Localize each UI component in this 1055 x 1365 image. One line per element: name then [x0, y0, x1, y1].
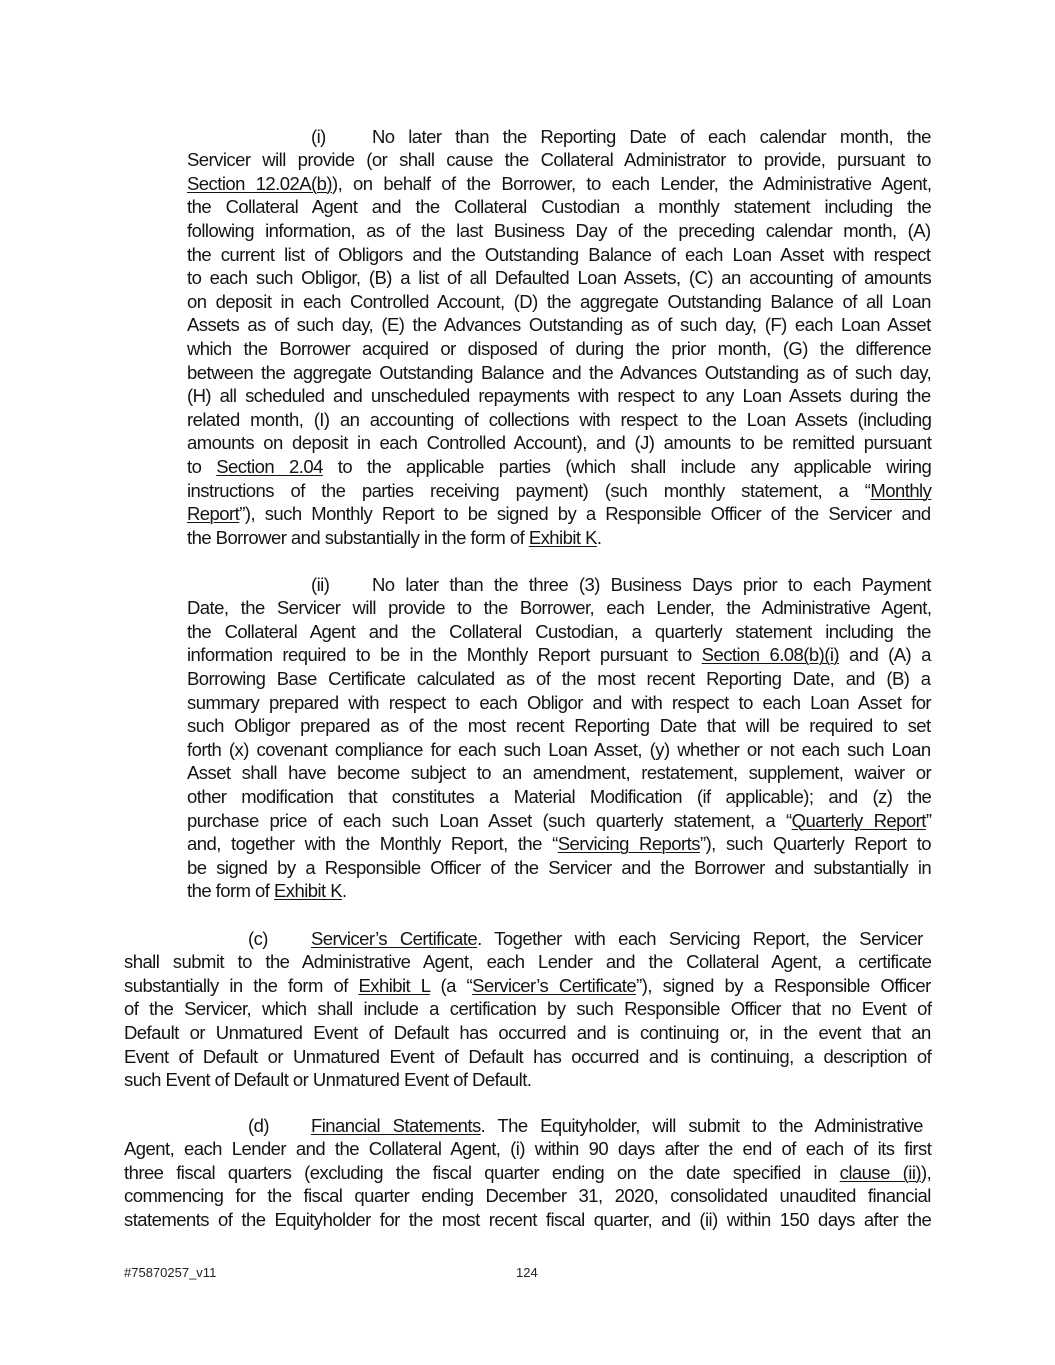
text-line: such Event of Default or Unmatured Event of Default. [124, 1069, 532, 1091]
paragraph-label: (ii) [311, 573, 330, 595]
text-line: the Borrower and substantially in the form of Exhibit K. [187, 526, 602, 548]
cross-reference-link: Servicer’s Certificate [311, 927, 478, 949]
text-line: on deposit in each Controlled Account, (D) the aggregate Outstanding Balance of all Loan [187, 290, 931, 312]
text-line: Financial Statements. The Equityholder, will submit to the Administrative [311, 1114, 923, 1136]
text-line: Servicer will provide (or shall cause the Collateral Administrator to provide, pursuant to [187, 149, 931, 171]
text-line: commencing for the fiscal quarter ending December 31, 2020, consolidated unaudited financial [124, 1185, 931, 1207]
text-line: of the Servicer, which shall include a certification by such Responsible Officer that no Event of [124, 998, 932, 1020]
cross-reference-link: Servicing Reports [557, 833, 700, 855]
text-line: between the aggregate Outstanding Balance and the Advances Outstanding as of such day, [187, 361, 932, 383]
cross-reference-link: Exhibit L [358, 974, 430, 996]
text-line: substantially in the form of Exhibit L (a “Servicer’s Certificate”), signed by a Responsible Officer [124, 974, 931, 996]
text-line: Report”), such Monthly Report to be signed by a Responsible Officer of the Servicer and [187, 503, 931, 525]
cross-reference-link: Servicer’s Certificate [472, 974, 637, 996]
text-line: Borrowing Base Certificate calculated as of the most recent Reporting Date, and (B) a [187, 667, 931, 689]
cross-reference-link: Section 12.02A(b) [187, 172, 332, 194]
paragraph-label: (c) [248, 927, 268, 949]
text-line: amounts on deposit in each Controlled Account), and (J) amounts to be remitted pursuant [187, 432, 932, 454]
cross-reference-link: clause (ii) [839, 1161, 921, 1183]
text-line: Date, the Servicer will provide to the Borrower, each Lender, the Administrative Agent, [187, 597, 932, 619]
document-id: #75870257_v11 [124, 1265, 217, 1280]
text-line: Agent, each Lender and the Collateral Agent, (i) within 90 days after the end of each of its first [124, 1138, 932, 1160]
text-line: shall submit to the Administrative Agent, each Lender and the Collateral Agent, a certificate [124, 951, 932, 973]
text-line: Assets as of such day, (E) the Advances Outstanding as of such day, (F) each Loan Asset [187, 314, 931, 336]
text-line: be signed by a Responsible Officer of the Servicer and the Borrower and substantially in [187, 856, 932, 878]
page-number: 124 [516, 1265, 538, 1280]
cross-reference-link: Exhibit K [528, 526, 597, 548]
cross-reference-link: Financial Statements [311, 1114, 481, 1136]
cross-reference-link: Report [187, 503, 240, 525]
text-line: the Collateral Agent and the Collateral Custodian, a quarterly statement including the [187, 620, 931, 642]
text-line: the Collateral Agent and the Collateral Custodian a monthly statement including the [187, 196, 932, 218]
text-line: Section 12.02A(b)), on behalf of the Borrower, to each Lender, the Administrative Agent, [187, 172, 932, 194]
text-line: Event of Default or Unmatured Event of Default has occurred and is continuing, a description of [124, 1045, 932, 1067]
text-line: instructions of the parties receiving payment) (such monthly statement, a “Monthly [187, 479, 932, 501]
paragraph-label: (d) [248, 1114, 269, 1136]
cross-reference-link: Monthly [870, 479, 932, 501]
paragraph-label: (i) [311, 125, 326, 147]
cross-reference-link: Quarterly Report [791, 809, 926, 831]
text-line: to Section 2.04 to the applicable parties (which shall include any applicable wiring [187, 455, 932, 477]
text-line: following information, as of the last Business Day of the preceding calendar month, (A) [187, 219, 931, 241]
text-line: information required to be in the Monthly Report pursuant to Section 6.08(b)(i) and (A) a [187, 644, 931, 666]
text-line: which the Borrower acquired or disposed of during the prior month, (G) the difference [187, 337, 932, 359]
text-line: to each such Obligor, (B) a list of all Defaulted Loan Assets, (C) an accounting of amounts [187, 267, 932, 289]
text-line: Servicer’s Certificate. Together with each Servicing Report, the Servicer [311, 927, 923, 949]
text-line: related month, (I) an accounting of collections with respect to the Loan Assets (including [187, 408, 932, 430]
text-line: summary prepared with respect to each Obligor and with respect to each Loan Asset for [187, 691, 932, 713]
text-line: such Obligor prepared as of the most recent Reporting Date that will be required to set [187, 715, 931, 737]
text-line: three fiscal quarters (excluding the fiscal quarter ending on the date specified in clause (ii)), [124, 1161, 932, 1183]
text-line: purchase price of each such Loan Asset (such quarterly statement, a “Quarterly Report” [187, 809, 932, 831]
text-line: forth (x) covenant compliance for each such Loan Asset, (y) whether or not each such Loan [187, 738, 931, 760]
text-line: (H) all scheduled and unscheduled repayments with respect to any Loan Assets during the [187, 385, 931, 407]
cross-reference-link: Exhibit K [273, 880, 343, 902]
text-line: Default or Unmatured Event of Default has occurred and is continuing or, in the event that an [124, 1021, 931, 1043]
text-line: other modification that constitutes a Material Modification (if applicable); and (z) the [187, 785, 932, 807]
text-line: the current list of Obligors and the Outstanding Balance of each Loan Asset with respect [187, 243, 931, 265]
text-line: Asset shall have become subject to an amendment, restatement, supplement, waiver or [187, 762, 932, 784]
cross-reference-link: Section 6.08(b)(i) [701, 644, 840, 666]
text-line: No later than the Reporting Date of each calendar month, the [372, 125, 931, 147]
text-line: statements of the Equityholder for the most recent fiscal quarter, and (ii) within 150 days after the [124, 1208, 932, 1230]
text-line: and, together with the Monthly Report, the “Servicing Reports”), such Quarterly Report to [187, 833, 932, 855]
text-line: the form of Exhibit K. [187, 880, 347, 902]
text-line: No later than the three (3) Business Days prior to each Payment [372, 573, 931, 595]
cross-reference-link: Section 2.04 [216, 455, 323, 477]
